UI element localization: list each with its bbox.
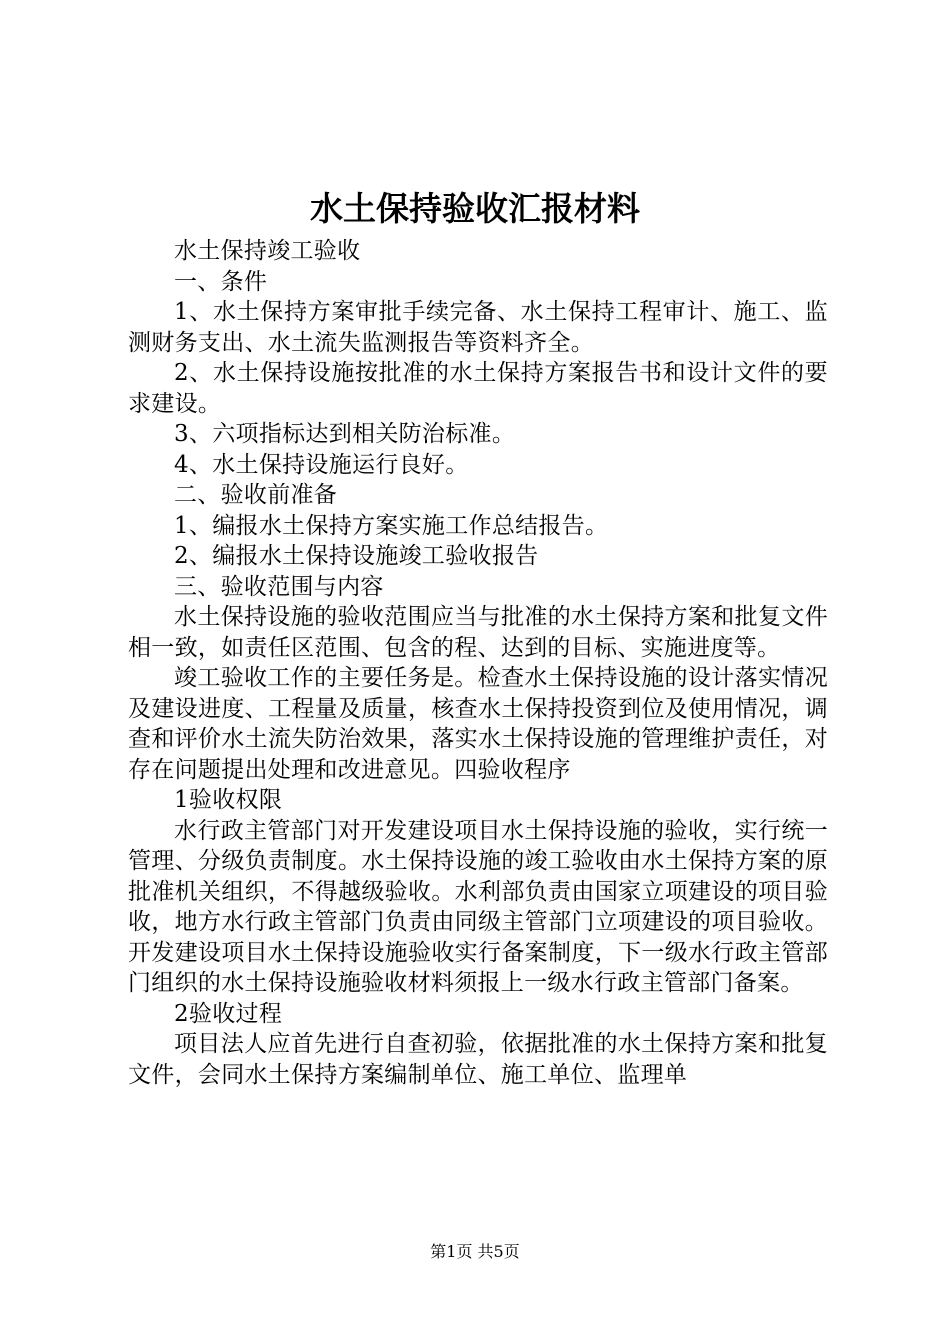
paragraph: 3、六项指标达到相关防治标准。 xyxy=(174,421,516,447)
paragraph: 项目法人应首先进行自查初验，依据批准的水土保持方案和批复文件，会同水土保持方案编制单位、施工单位、监理单 xyxy=(128,1031,828,1088)
paragraph: 二、验收前准备 xyxy=(174,482,338,508)
paragraph: 水土保持竣工验收 xyxy=(174,238,361,264)
document-body xyxy=(128,236,828,1090)
paragraph: 三、验收范围与内容 xyxy=(174,573,384,600)
document-title: 水土保持验收汇报材料 xyxy=(310,189,640,228)
paragraph: 一、条件 xyxy=(174,268,268,295)
paragraph: 2、水土保持设施按批准的水土保持方案报告书和设计文件的要求建设。 xyxy=(128,360,828,417)
paragraph: 2验收过程 xyxy=(174,1000,283,1027)
paragraph: 水土保持设施的验收范围应当与批准的水土保持方案和批复文件相一致，如责任区范围、包含的程、达到的目标、实施进度等。 xyxy=(128,604,828,661)
paragraph: 1、水土保持方案审批手续完备、水土保持工程审计、施工、监测财务支出、水土流失监测报告等资料齐全。 xyxy=(128,299,828,356)
paragraph: 水行政主管部门对开发建设项目水土保持设施的验收，实行统一管理、分级负责制度。水土保持设施的竣工验收由水土保持方案的原批准机关组织，不得越级验收。水利部负责由国家立项建设的项目验收，地方水行政主管部门负责由同级主管部门立项建设的项目验收。开发建设项目水土保持设施验收实行备案制度，下一级水行政主管部门组织的水土保持设施验收材料须报上一级水行政主管部门备案。 xyxy=(128,817,828,996)
paragraph: 1验收权限 xyxy=(174,787,283,813)
paragraph: 4、水土保持设施运行良好。 xyxy=(174,451,469,478)
paragraph: 竣工验收工作的主要任务是。检查水土保持设施的设计落实情况及建设进度、工程量及质量，核查水土保持投资到位及使用情况，调查和评价水土流失防治效果，落实水土保持设施的管理维护责任，对存在问题提出处理和改进意见。四验收程序 xyxy=(128,665,828,783)
paragraph: 2、编报水土保持设施竣工验收报告 xyxy=(174,543,539,569)
paragraph: 1、编报水土保持方案实施工作总结报告。 xyxy=(174,512,609,539)
page-number-footer: 第1页 共5页 xyxy=(430,1242,520,1261)
